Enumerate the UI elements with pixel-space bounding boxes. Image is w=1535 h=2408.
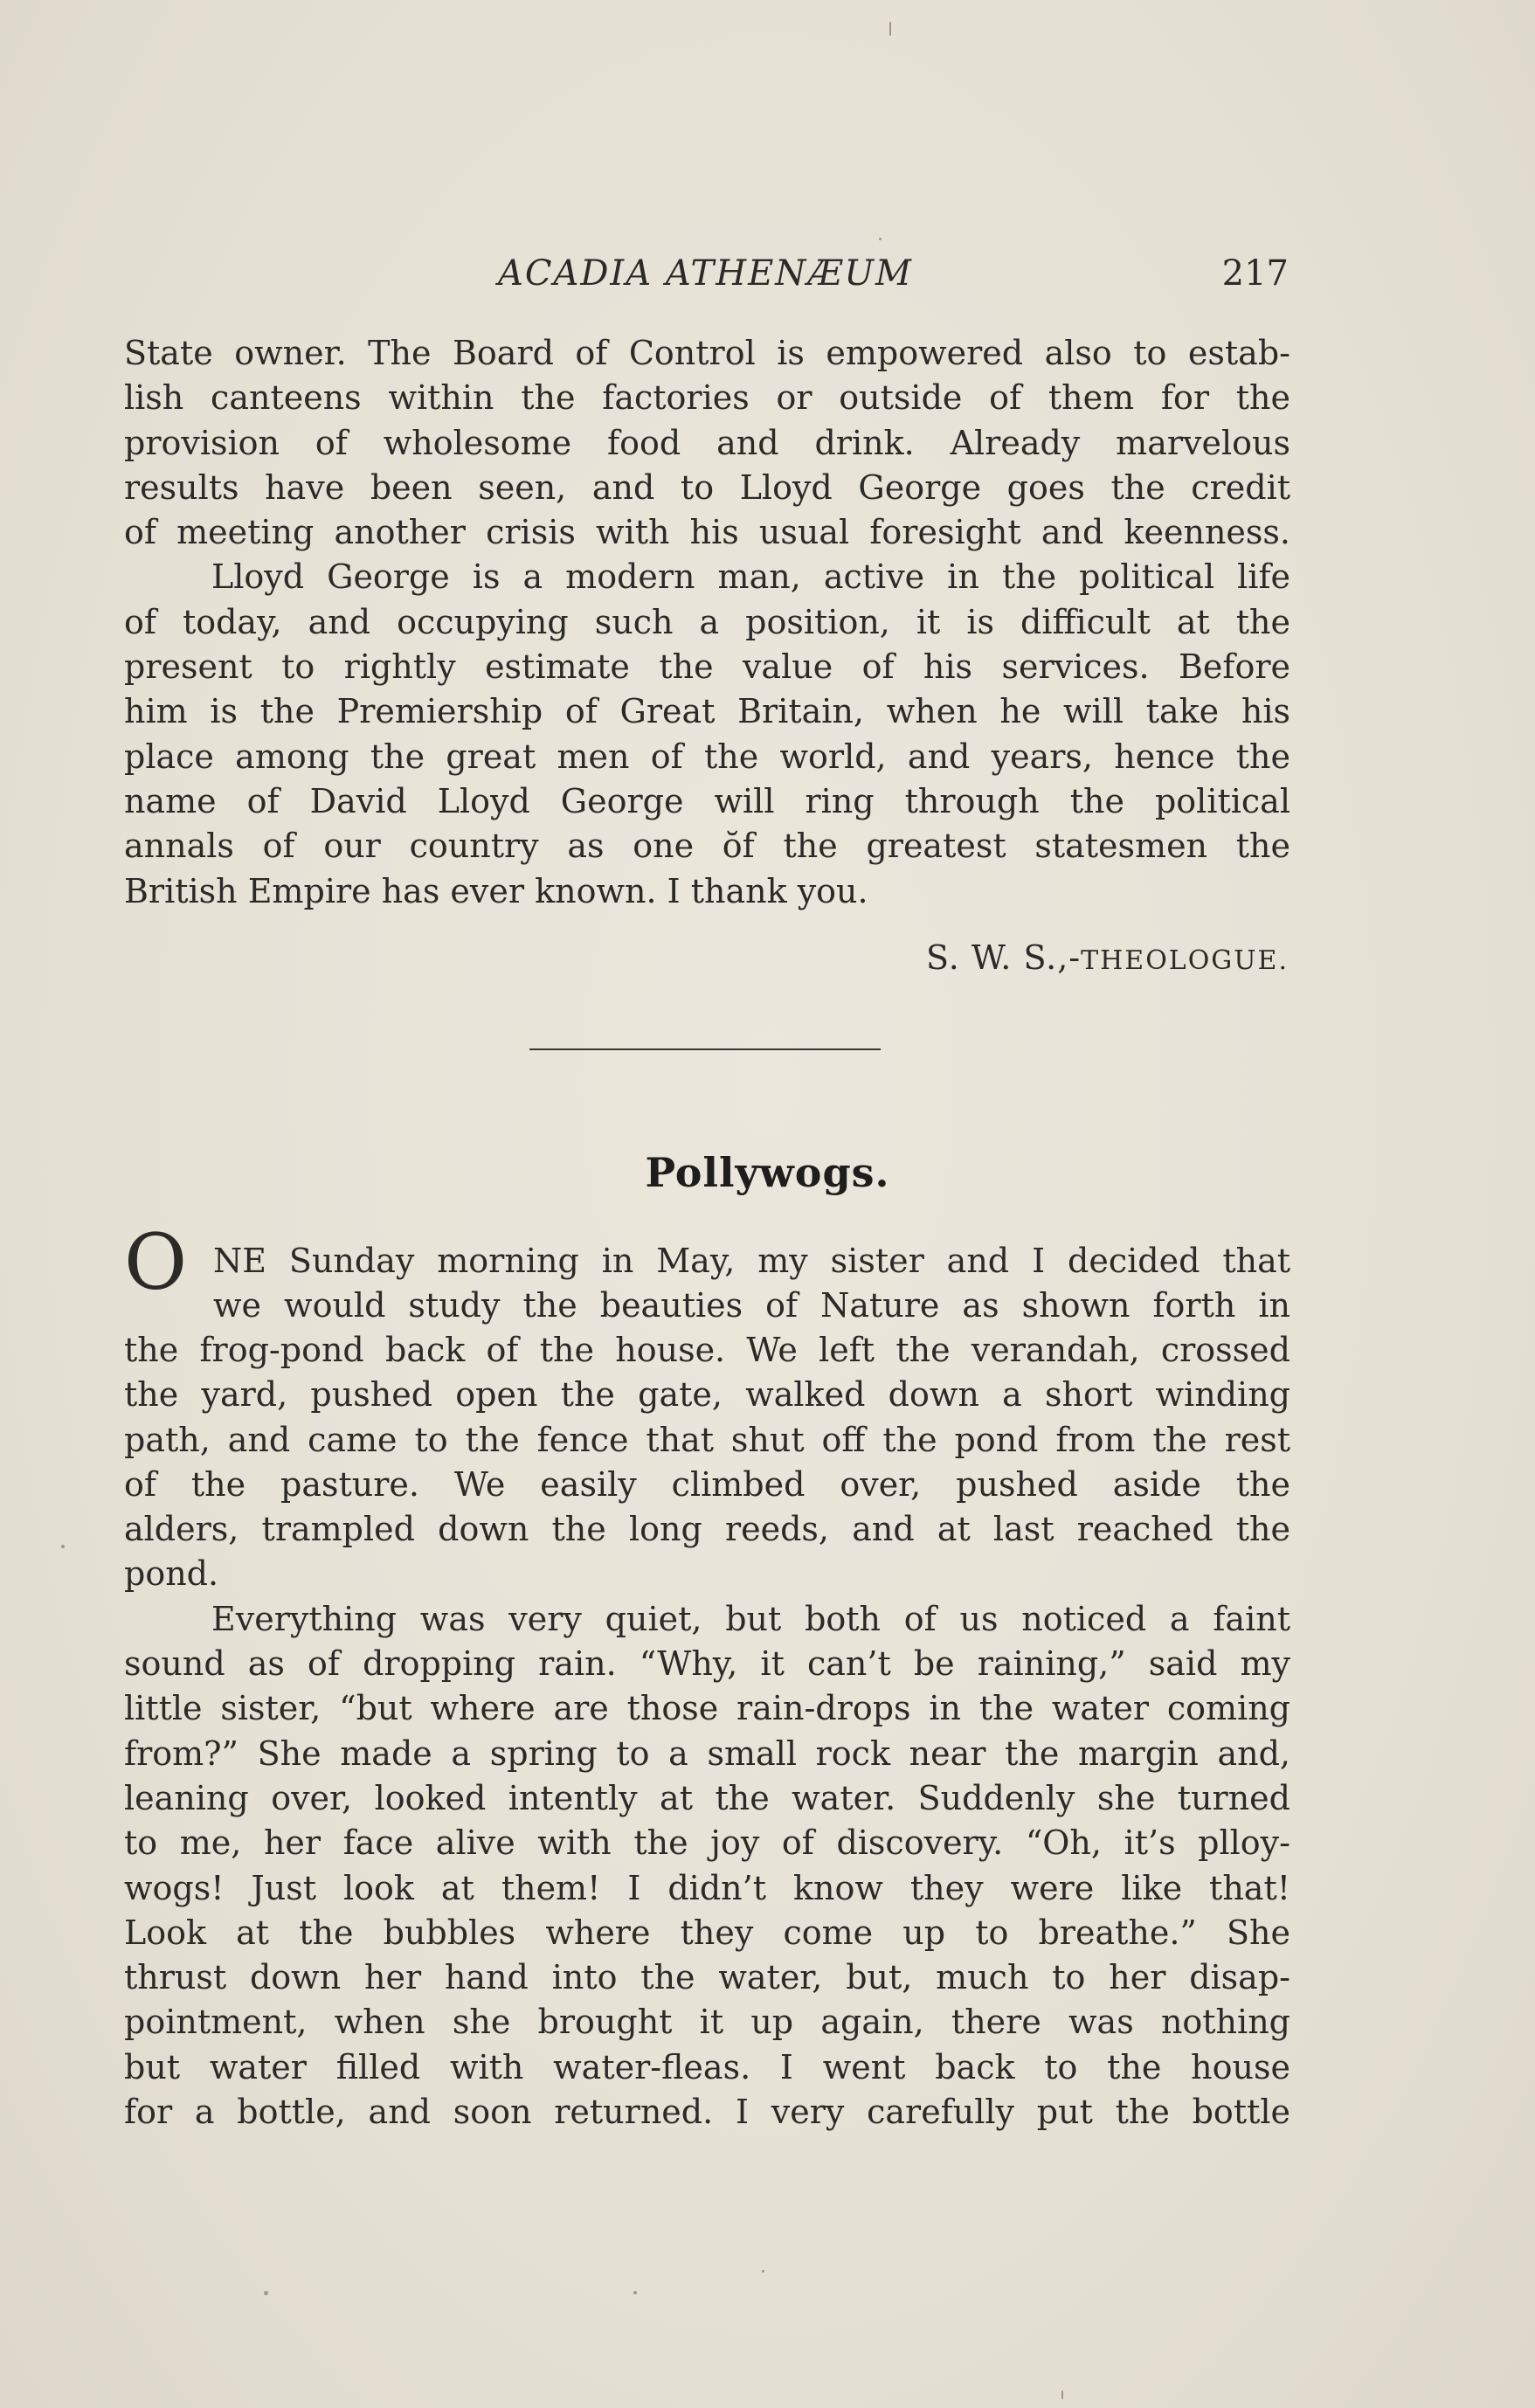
text-line: leaning over, looked intently at the water. Suddenly she turned (124, 1778, 1290, 1817)
text-line: results have been seen, and to Lloyd George goes the credit (124, 467, 1290, 507)
text-line: pond. (124, 1554, 219, 1594)
text-line: present to rightly estimate the value of his services. Before (124, 647, 1290, 687)
text-line: British Empire has ever known. I thank you. (124, 871, 868, 910)
text-line: pointment, when she brought it up again, there was nothing (124, 2003, 1290, 2042)
text-line: wogs! Just look at them! I didn’t know they were like that! (124, 1868, 1290, 1907)
running-title: ACADIA ATHENÆUM (497, 253, 914, 294)
text-line: thrust down her hand into the water, but, much to her disap- (124, 1958, 1290, 1997)
text-line: of today, and occupying such a position, it is difficult at the (124, 602, 1290, 641)
text-line: path, and came to the fence that shut off the pond from the rest (124, 1420, 1290, 1459)
section-divider (529, 1048, 881, 1050)
pollywogs-opening-lines (213, 1239, 1290, 1329)
drop-cap: O (124, 1217, 188, 1307)
running-head (122, 253, 1289, 306)
signature-role: THEOLOGUE. (1081, 945, 1289, 976)
text-line: the frog-pond back of the house. We left the verandah, crossed (124, 1331, 1290, 1369)
text-line: of the pasture. We easily climbed over, pushed aside the (124, 1464, 1290, 1504)
text-line: of meeting another crisis with his usual foresight and keenness. (124, 513, 1290, 552)
lloyd-george-text (124, 331, 1290, 914)
text-line: the yard, pushed open the gate, walked down a short winding (124, 1375, 1290, 1415)
text-line: for a bottle, and soon returned. I very carefully put the bottle (124, 2093, 1290, 2132)
text-line: but water filled with water-fleas. I went back to the house (124, 2047, 1290, 2086)
text-line: from?” She made a spring to a small rock near the margin and, (124, 1733, 1290, 1773)
article-title: Pollywogs. (645, 1149, 890, 1196)
text-line: place among the great men of the world, and years, hence the (124, 737, 1290, 776)
text-line: lish canteens within the factories or outside of them for the (124, 378, 1290, 418)
text-line: him is the Premiership of Great Britain, when he will take his (124, 692, 1290, 731)
text-line: Look at the bubbles where they come up to breathe.” She (124, 1913, 1290, 1952)
text-line: Everything was very quiet, but both of us noticed a faint (211, 1599, 1290, 1638)
signature (926, 938, 1289, 977)
text-line: name of David Lloyd George will ring through the political (124, 781, 1290, 820)
text-line: to me, her face alive with the joy of discovery. “Oh, it’s plloy- (124, 1823, 1290, 1863)
text-line: State owner. The Board of Control is empowered also to estab- (124, 334, 1290, 372)
signature-initials: S. W. S.,- (926, 938, 1082, 977)
text-line: NE Sunday morning in May, my sister and I decided that (213, 1242, 1290, 1280)
text-line: we would study the beauties of Nature as shown forth in (213, 1286, 1290, 1325)
text-line: sound as of dropping rain. “Why, it can’t be raining,” said my (124, 1644, 1290, 1684)
page-number: 217 (1221, 253, 1289, 294)
text-line: Lloyd George is a modern man, active in the political life (211, 557, 1290, 597)
text-line: annals of our country as one ŏf the greatest statesmen the (124, 827, 1290, 866)
text-line: provision of wholesome food and drink. Already marvelous (124, 423, 1290, 462)
pollywogs-text (124, 1328, 1290, 2135)
text-line: alders, trampled down the long reeds, and at last reached the (124, 1510, 1290, 1549)
text-line: little sister, “but where are those rain-drops in the water coming (124, 1689, 1290, 1728)
